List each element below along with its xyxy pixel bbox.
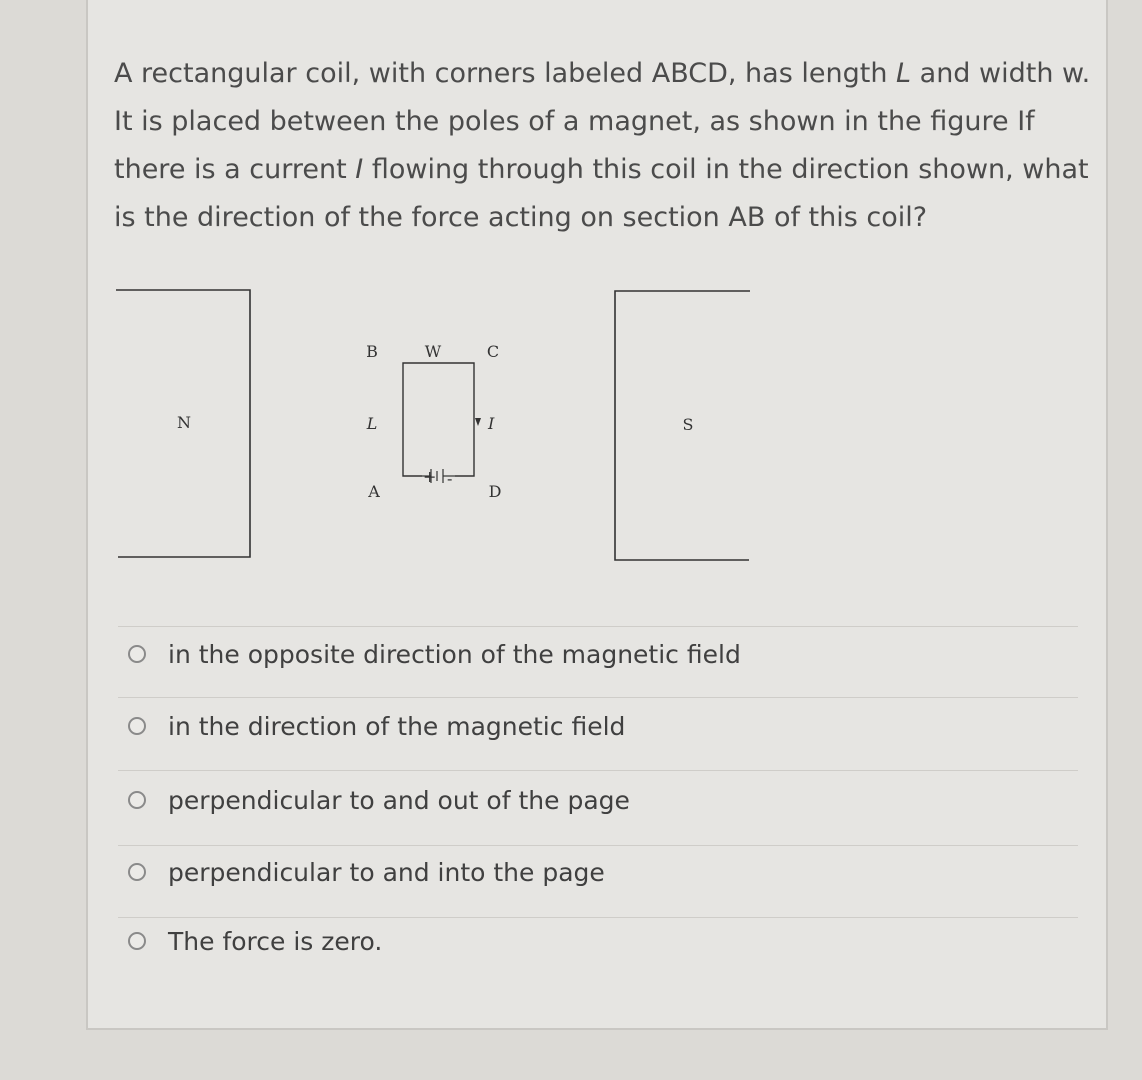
radio-button[interactable]	[128, 863, 146, 881]
question-length-symbol: L	[896, 58, 912, 89]
radio-button[interactable]	[128, 717, 146, 735]
radio-button[interactable]	[128, 791, 146, 809]
divider	[118, 626, 1078, 627]
magnet-coil-figure	[100, 270, 800, 580]
corner-d-label: D	[488, 482, 502, 501]
option-label: perpendicular to and into the page	[168, 857, 605, 887]
corner-b-label: B	[366, 342, 378, 361]
divider	[118, 917, 1078, 918]
option-into-page[interactable]	[128, 852, 605, 892]
battery-plus: +	[423, 467, 437, 486]
battery-minus: -	[447, 469, 453, 488]
current-label: I	[488, 414, 495, 433]
corner-c-label: C	[486, 342, 500, 361]
divider	[118, 697, 1078, 698]
question-part-2: and width w. It is placed between the poles of a magnet, as shown in the figure If there is a current	[114, 58, 1091, 185]
divider	[118, 845, 1078, 846]
option-direction-field[interactable]	[128, 706, 625, 746]
option-out-of-page[interactable]	[128, 780, 630, 820]
south-label: S	[682, 415, 694, 434]
option-label: in the opposite direction of the magnetic field	[168, 639, 741, 669]
option-label: in the direction of the magnetic field	[168, 711, 626, 741]
question-current-symbol: I	[355, 154, 364, 185]
figure-svg	[100, 270, 800, 580]
current-arrow-icon	[475, 418, 481, 426]
north-label: N	[177, 413, 191, 432]
radio-button[interactable]	[128, 932, 146, 950]
width-label: W	[424, 342, 442, 361]
corner-a-label: A	[368, 482, 380, 501]
option-label: The force is zero.	[168, 926, 383, 956]
option-label: perpendicular to and out of the page	[168, 785, 630, 815]
question-text	[114, 50, 1104, 242]
option-opposite-field[interactable]	[128, 634, 741, 674]
question-part-1: A rectangular coil, with corners labeled ABCD, has length	[114, 58, 897, 89]
coil	[403, 363, 474, 476]
radio-button[interactable]	[128, 645, 146, 663]
question-part-3: flowing through this coil in the direction shown, what is the direction of the force acting on section AB of this coil?	[114, 154, 1089, 233]
divider	[118, 770, 1078, 771]
length-label: L	[366, 414, 378, 433]
option-force-zero[interactable]	[128, 921, 382, 961]
